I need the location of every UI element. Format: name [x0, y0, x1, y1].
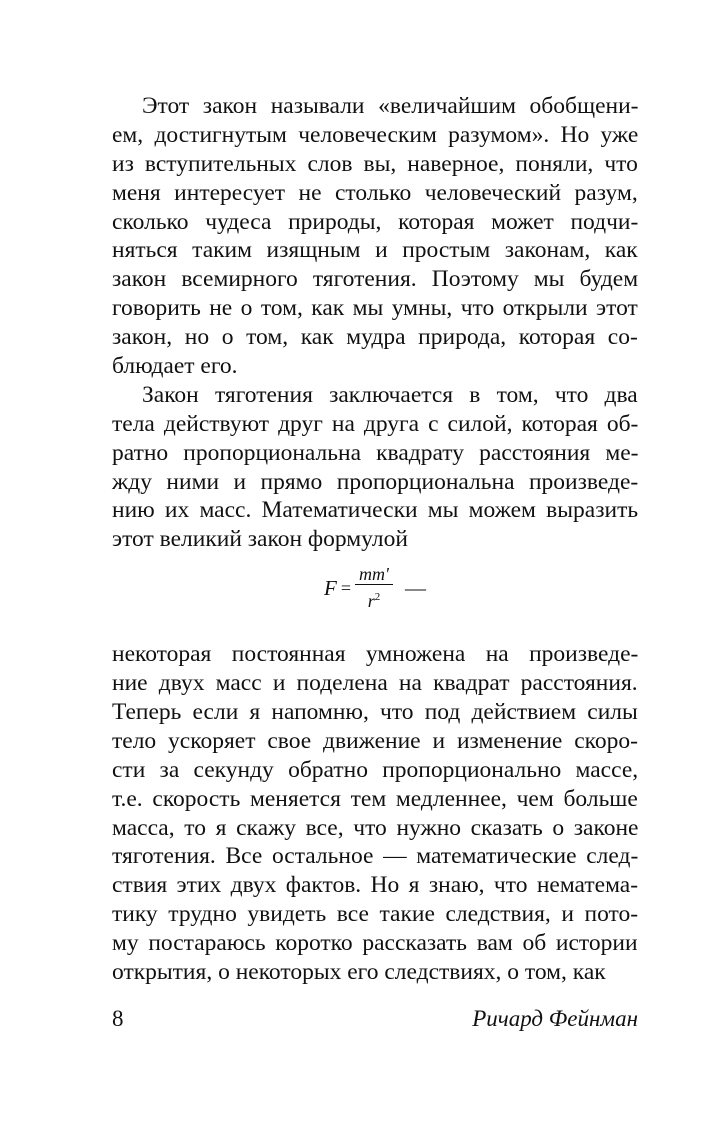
- text-line: му постараюсь коротко рассказать вам об истории: [112, 930, 638, 957]
- text-line: тела действуют друг на друга с силой, которая об-: [112, 410, 639, 437]
- paragraph-1: [112, 92, 638, 381]
- text-line: ние двух масс и поделена на квадрат расстояния.: [112, 670, 638, 697]
- text-line: ратно пропорциональна квадрату расстояния ме-: [112, 439, 639, 466]
- text-line: некоторая постоянная умножена на произведе-: [112, 641, 639, 668]
- page-number: 8: [112, 1006, 124, 1031]
- text-line: масса, то я скажу все, что нужно сказать о законе: [112, 814, 639, 841]
- text-line: тику трудно увидеть все такие следствия, и пото-: [112, 901, 639, 928]
- text-line: т.е. скорость меняется тем медленнее, чем больше: [112, 785, 638, 812]
- formula-denominator-wrap: [368, 585, 381, 613]
- text-line: открытия, о некоторых его следствиях, о том, как: [112, 959, 606, 986]
- page-text: [112, 92, 638, 987]
- text-line: жду ними и прямо пропорциональна произведе-: [112, 468, 639, 495]
- text-line: из вступительных слов вы, наверное, поняли, что: [112, 150, 638, 177]
- paragraph-2: [112, 381, 638, 554]
- text-line: блюдает его.: [112, 353, 238, 380]
- text-line: ствия этих двух фактов. Но я знаю, что нематема-: [112, 872, 639, 899]
- text-line: няться таким изящным и простым законам, как: [112, 237, 638, 264]
- running-author: Ричард Фейнман: [472, 1006, 638, 1031]
- text-line: Закон тяготения заключается в том, что два: [142, 381, 638, 408]
- paragraph-3: [112, 640, 638, 987]
- formula-fraction: [355, 564, 393, 613]
- formula-lhs: F: [324, 576, 337, 601]
- formula-denominator: r: [367, 591, 375, 612]
- text-line: Теперь если я напомню, что под действием силы: [112, 699, 638, 726]
- page-footer: [112, 1006, 638, 1032]
- text-line: ем, достигнутым человеческим разумом». Но уже: [112, 121, 639, 148]
- text-line: тяготения. Все остальное — математические след-: [112, 843, 639, 870]
- formula-dash: —: [404, 576, 426, 601]
- formula-numerator: mm': [359, 564, 389, 585]
- text-line: тело ускоряет свое движение и изменение скоро-: [112, 727, 638, 754]
- text-line: меня интересует не столько человеческий разум,: [112, 179, 638, 206]
- text-line: закон, но о том, как мудра природа, которая со-: [112, 324, 638, 351]
- gravity-formula: [112, 554, 638, 640]
- text-line: закон всемирного тяготения. Поэтому мы будем: [112, 266, 639, 293]
- formula-exponent: 2: [374, 591, 381, 604]
- text-line: говорить не о том, как мы умны, что открыли этот: [112, 295, 638, 322]
- text-line: сколько чудеса природы, которая может подчи-: [112, 208, 639, 235]
- formula-equals: =: [340, 578, 351, 599]
- text-line: этот великий закон формулой: [112, 526, 408, 553]
- text-line: сти за секунду обратно пропорционально массе,: [112, 756, 639, 783]
- text-line: Этот закон называли «величайшим обобщени-: [142, 93, 639, 119]
- text-line: нию их масс. Математически мы можем выразить: [112, 497, 639, 524]
